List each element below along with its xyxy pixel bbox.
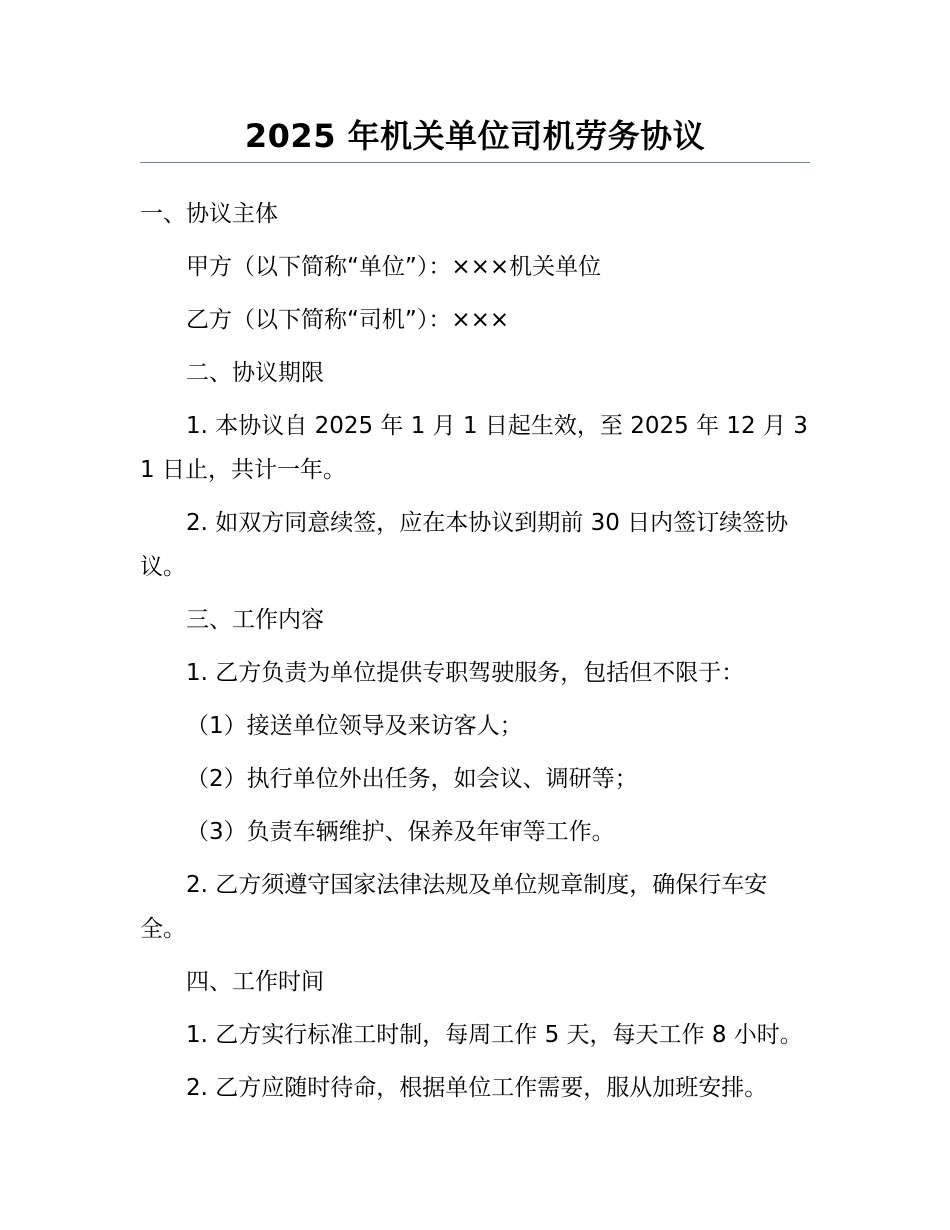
document-title: 2025 年机关单位司机劳务协议 [244, 117, 706, 155]
hours-clause-2: 2. 乙方应随时待命，根据单位工作需要，服从加班安排。 [186, 1075, 768, 1101]
duties-item-2: （2）执行单位外出任务，如会议、调研等； [186, 766, 638, 792]
party-b: 乙方（以下简称“司机”）：××× [186, 307, 510, 333]
section-heading-hours: 四、工作时间 [186, 969, 324, 995]
section-heading-term: 二、协议期限 [186, 360, 324, 386]
term-clause-2: 2. 如双方同意续签，应在本协议到期前 30 日内签订续签协议。 [140, 510, 789, 580]
duties-item-1: （1）接送单位领导及来访客人； [186, 713, 523, 739]
duties-clause-2: 2. 乙方须遵守国家法律法规及单位规章制度，确保行车安全。 [140, 872, 768, 942]
section-heading-duties: 三、工作内容 [186, 607, 324, 633]
duties-item-3: （3）负责车辆维护、保养及年审等工作。 [186, 819, 615, 845]
section-heading-parties: 一、协议主体 [140, 201, 278, 227]
document-body [140, 192, 810, 1119]
title-underline [140, 162, 810, 163]
term-clause-1: 1. 本协议自 2025 年 1 月 1 日起生效，至 2025 年 12 月 31 日止，共计一年。 [140, 413, 808, 483]
duties-clause-1: 1. 乙方负责为单位提供专职驾驶服务，包括但不限于： [186, 660, 745, 686]
hours-clause-1: 1. 乙方实行标准工时制，每周工作 5 天，每天工作 8 小时。 [186, 1022, 803, 1048]
party-a: 甲方（以下简称“单位”）：×××机关单位 [186, 254, 602, 280]
